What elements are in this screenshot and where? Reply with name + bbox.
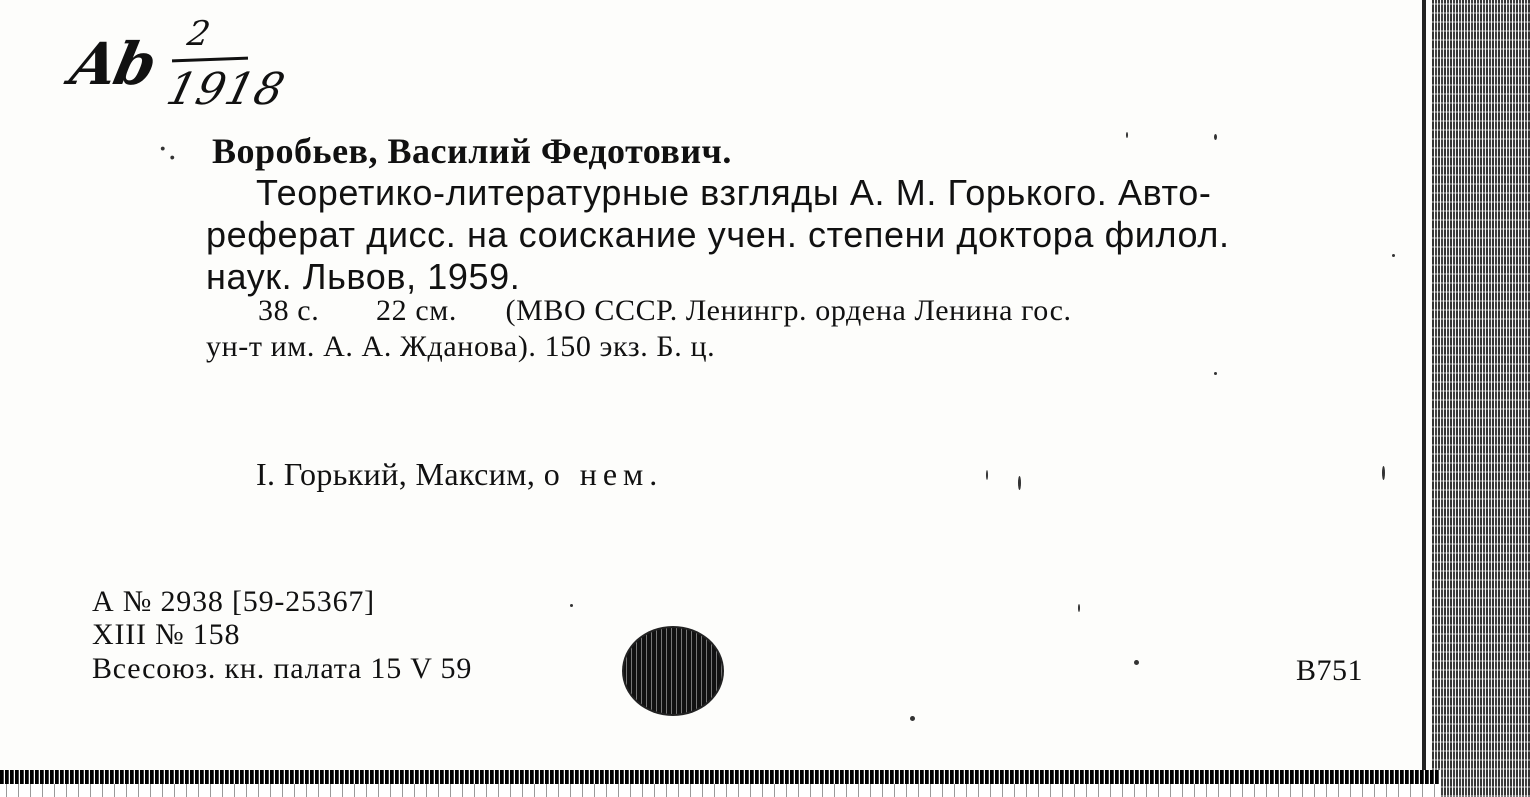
collation-line: 38 с. 22 см. (МВО СССР. Ленингр. ордена Ленина гос. <box>258 294 1072 327</box>
collation-line: ун-т им. А. А. Жданова). 150 экз. Б. ц. <box>206 330 716 363</box>
registration-chamber: Всесоюз. кн. палата 15 V 59 <box>92 652 473 685</box>
scan-edge-line <box>1422 0 1426 780</box>
scan-speck <box>1382 466 1385 480</box>
author-heading: Воробьев, Василий Федотович. <box>212 131 732 171</box>
title-line: Теоретико-литературные взгляды А. М. Горького. Авто- <box>256 172 1212 213</box>
scan-speck <box>910 716 915 721</box>
scan-speck <box>1134 660 1139 665</box>
registration-number: А № 2938 [59-25367] <box>92 585 375 618</box>
scan-speck <box>1392 254 1395 257</box>
scan-edge-bottom-light <box>0 784 1440 797</box>
subject-heading-spaced: о нем. <box>543 456 664 492</box>
handwritten-fraction-rule <box>172 57 248 63</box>
scan-speck <box>1214 134 1217 140</box>
handwritten-shelfmark-prefix: Ab <box>64 30 161 98</box>
scan-speck <box>986 470 988 480</box>
registration-series: XIII № 158 <box>92 618 241 651</box>
subject-heading <box>256 456 663 493</box>
title-line: реферат дисс. на соискание учен. степени доктора филол. <box>206 214 1230 255</box>
title-line: наук. Львов, 1959. <box>206 256 521 297</box>
handwritten-shelfmark-numerator: 2 <box>184 14 214 54</box>
scan-edge-right <box>1432 0 1530 797</box>
scan-speck <box>570 604 573 607</box>
scan-speck <box>1126 132 1128 138</box>
scan-speck <box>1018 476 1021 490</box>
title-block <box>206 172 1396 298</box>
subject-heading-text: I. Горький, Максим, <box>256 456 544 492</box>
scan-speck <box>1078 604 1080 612</box>
handwritten-shelfmark-denominator: 1918 <box>161 64 291 115</box>
punched-hole-stamp <box>624 628 722 714</box>
scan-speck <box>1214 372 1217 375</box>
card-code: В751 <box>1296 654 1364 687</box>
collation-block <box>206 293 1366 365</box>
author-marker: ·. <box>158 132 178 167</box>
